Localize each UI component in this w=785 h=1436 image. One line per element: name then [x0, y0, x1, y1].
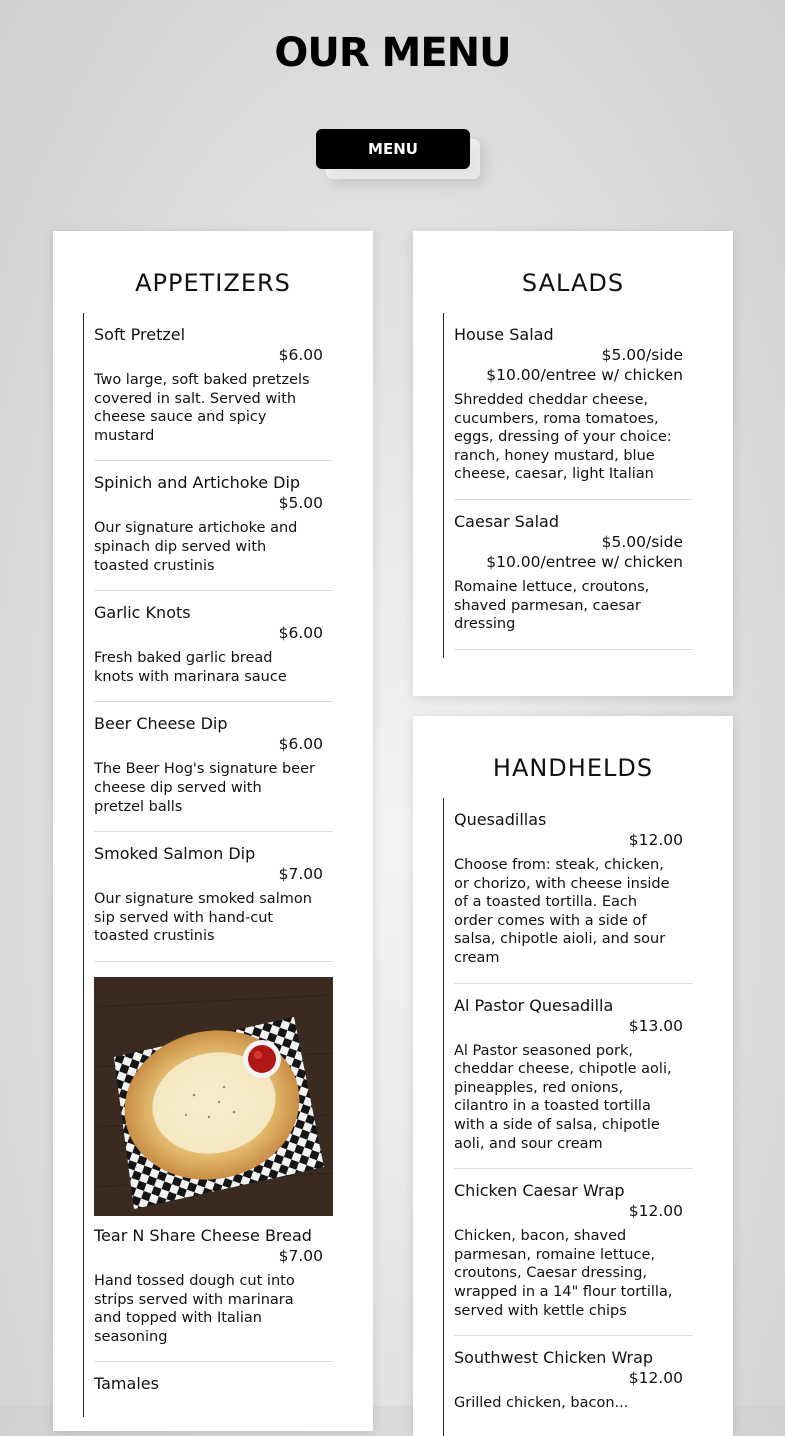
menu-item — [454, 984, 693, 1170]
page-title: OUR MENU — [274, 30, 511, 76]
item-description: Grilled chicken, bacon... — [454, 1395, 629, 1412]
menu-item — [94, 461, 333, 591]
menu-item — [94, 977, 333, 1362]
appetizers-title: APPETIZERS — [135, 269, 291, 297]
item-name: House Salad — [454, 325, 554, 344]
menu-button[interactable]: MENU — [316, 129, 470, 169]
item-price-side: $5.00/side — [601, 346, 683, 364]
cheese-bread-photo — [94, 977, 333, 1216]
item-price: $12.00 — [628, 1369, 683, 1388]
item-name: Garlic Knots — [94, 603, 191, 623]
item-name: Southwest Chicken Wrap — [454, 1348, 654, 1368]
item-name: Quesadillas — [454, 810, 547, 829]
item-name: Smoked Salmon Dip — [94, 844, 256, 864]
item-name: Beer Cheese Dip — [94, 714, 228, 734]
item-price-side: $5.00/side — [601, 532, 683, 551]
salads-list — [443, 313, 693, 658]
menu-item — [454, 798, 693, 984]
item-name: Al Pastor Quesadilla — [454, 995, 614, 1015]
menu-item — [454, 313, 693, 500]
handhelds-list — [443, 798, 693, 1436]
item-description: Shredded cheddar cheese, cucumbers, roma tomatoes, eggs, dressing of your choice: ranch, honey mustard, blue cheese, caesar, light Italian — [454, 392, 672, 483]
item-description: The Beer Hog's signature beer cheese dip served with pretzel balls — [94, 761, 315, 815]
item-name: Chicken Caesar Wrap — [454, 1181, 625, 1201]
item-price: $6.00 — [278, 624, 323, 643]
menu-item — [94, 832, 333, 962]
item-description: Choose from: steak, chicken, or chorizo, with cheese inside of a toasted tortilla. Each order comes with a side of salsa, chipotle aioli, and sour cream — [454, 857, 670, 966]
menu-item — [94, 591, 333, 702]
item-name: Caesar Salad — [454, 511, 559, 531]
item-name: Tear N Share Cheese Bread — [94, 1225, 312, 1245]
item-description: Chicken, bacon, shaved parmesan, romaine lettuce, croutons, Caesar dressing, wrapped in a 14" flour tortilla, served with kettle chips — [454, 1228, 673, 1319]
item-name: Soft Pretzel — [94, 325, 186, 344]
item-description: Fresh baked garlic bread knots with marinara sauce — [94, 650, 287, 685]
item-price: $6.00 — [278, 735, 323, 754]
item-price: $7.00 — [278, 1246, 323, 1265]
item-description: Our signature artichoke and spinach dip served with toasted crustinis — [94, 520, 298, 574]
appetizers-card — [53, 231, 373, 1431]
item-price-entree: $10.00/entree w/ chicken — [486, 552, 683, 571]
salads-card — [413, 231, 733, 696]
item-description: Our signature smoked salmon sip served with hand-cut toasted crustinis — [94, 891, 312, 945]
item-description: Romaine lettuce, croutons, shaved parmesan, caesar dressing — [454, 578, 650, 633]
item-name: Tamales — [94, 1374, 159, 1394]
menu-item — [454, 500, 693, 650]
handhelds-title: HANDHELDS — [492, 754, 654, 782]
item-name: Spinich and Artichoke Dip — [94, 473, 301, 493]
item-description: Al Pastor seasoned pork, cheddar cheese, chipotle aoli, pineapples, red onions, cilantro in a toasted tortilla with a side of salsa, chipotle aoli, and sour cream — [454, 1042, 672, 1152]
salads-title: SALADS — [521, 269, 625, 297]
handhelds-card — [413, 716, 733, 1436]
item-description: Two large, soft baked pretzels covered in salt. Served with cheese sauce and spicy mustard — [94, 372, 310, 444]
appetizers-list — [83, 313, 333, 1417]
item-price: $6.00 — [278, 346, 323, 364]
item-price: $12.00 — [628, 1202, 683, 1221]
menu-item — [454, 1336, 693, 1428]
item-price: $7.00 — [278, 865, 323, 884]
menu-item — [94, 313, 333, 461]
item-price: $12.00 — [628, 831, 683, 849]
menu-item — [94, 702, 333, 832]
item-price-entree: $10.00/entree w/ chicken — [486, 366, 683, 384]
item-price: $5.00 — [278, 494, 323, 513]
menu-item — [454, 1169, 693, 1336]
item-price: $13.00 — [628, 1016, 683, 1035]
item-description: Hand tossed dough cut into strips served with marinara and topped with Italian seasoning — [94, 1272, 295, 1345]
menu-item — [94, 1362, 333, 1409]
